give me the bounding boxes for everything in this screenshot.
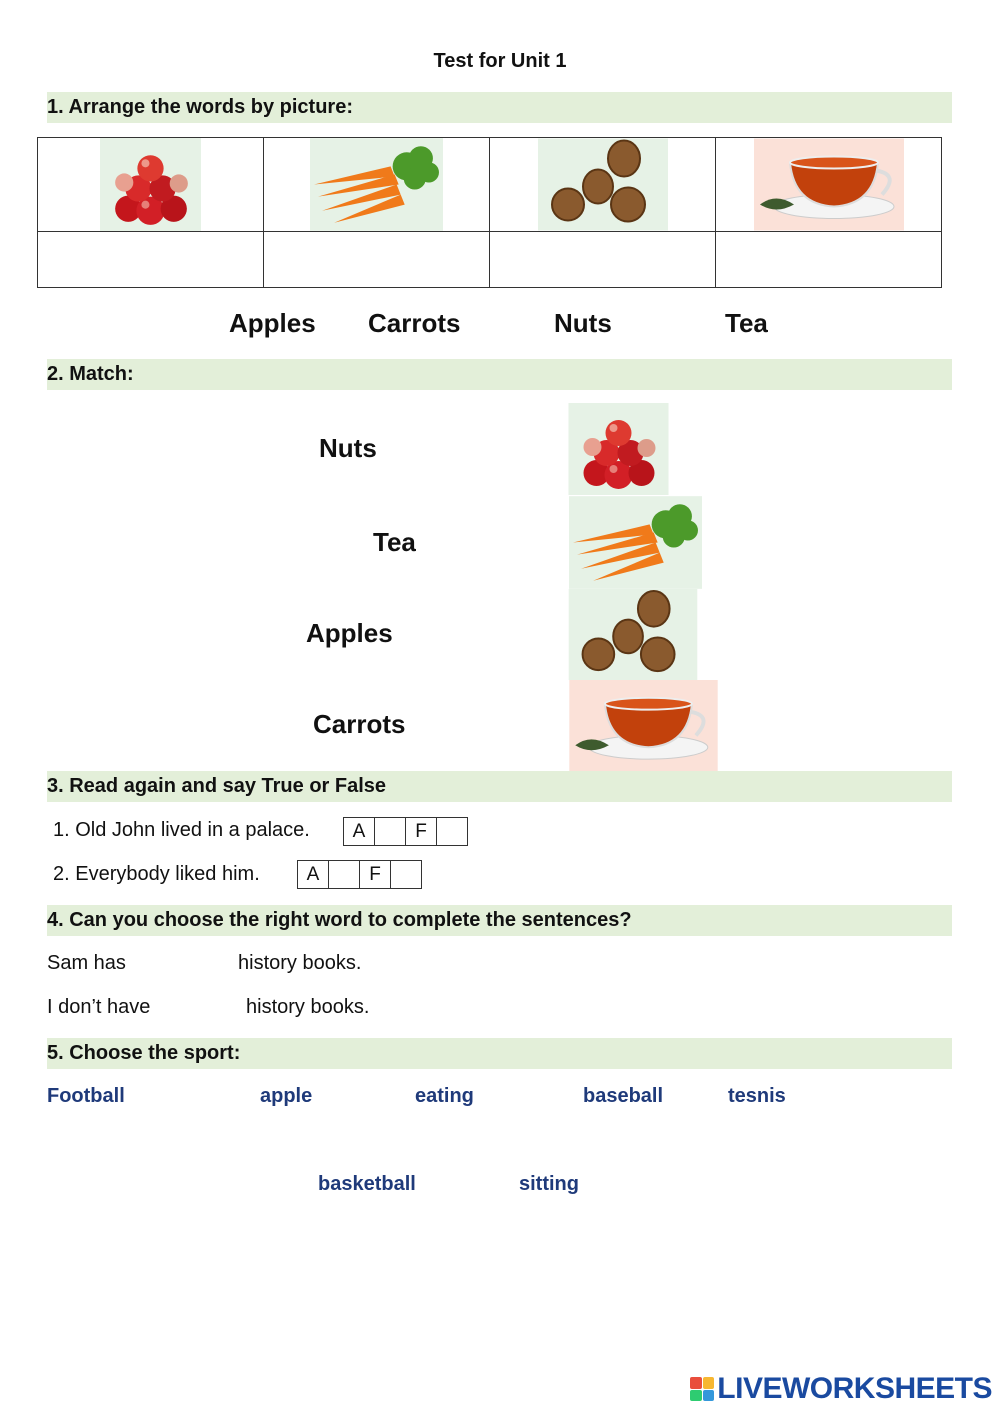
match-word[interactable]: Carrots bbox=[313, 709, 406, 739]
word-bank-item[interactable]: Nuts bbox=[554, 308, 612, 338]
carrots-picture bbox=[310, 138, 443, 231]
section-3-heading: 3. Read again and say True or False bbox=[47, 771, 952, 802]
picture-cell bbox=[490, 138, 716, 232]
sport-option[interactable]: apple bbox=[260, 1085, 313, 1107]
match-nuts-picture[interactable] bbox=[568, 589, 698, 680]
sentence-blank-input[interactable] bbox=[135, 950, 230, 976]
section-4-heading: 4. Can you choose the right word to complete the sentences? bbox=[47, 905, 952, 936]
apples-picture bbox=[100, 138, 201, 231]
match-apples-picture[interactable] bbox=[568, 403, 669, 495]
section-1-heading: 1. Arrange the words by picture: bbox=[47, 92, 952, 123]
page-title: Test for Unit 1 bbox=[433, 50, 567, 72]
word-bank-item[interactable]: Apples bbox=[229, 308, 316, 338]
section-5-heading: 5. Choose the sport: bbox=[47, 1038, 952, 1069]
answer-drop-cell[interactable] bbox=[490, 232, 716, 288]
answer-drop-cell[interactable] bbox=[716, 232, 942, 288]
option-f-label: F bbox=[406, 818, 437, 845]
option-f-label: F bbox=[360, 861, 391, 888]
nuts-picture bbox=[538, 138, 668, 231]
option-a-input[interactable] bbox=[329, 861, 360, 888]
sentence-start: I don’t have bbox=[47, 996, 151, 1018]
option-a-label: A bbox=[344, 818, 375, 845]
option-f-input[interactable] bbox=[437, 818, 467, 845]
sentence-blank-input[interactable] bbox=[168, 994, 240, 1020]
sport-option[interactable]: eating bbox=[415, 1085, 474, 1107]
match-word[interactable]: Tea bbox=[373, 527, 416, 557]
sport-option[interactable]: basketball bbox=[318, 1173, 416, 1195]
sentence-end: history books. bbox=[238, 952, 362, 974]
picture-cell bbox=[716, 138, 942, 232]
option-a-input[interactable] bbox=[375, 818, 406, 845]
sentence-start: Sam has bbox=[47, 952, 126, 974]
match-word[interactable]: Nuts bbox=[319, 433, 377, 463]
logo-text: LIVEWORKSHEETS bbox=[717, 1372, 992, 1405]
match-word[interactable]: Apples bbox=[306, 618, 393, 648]
picture-cell bbox=[38, 138, 264, 232]
liveworksheets-logo[interactable] bbox=[690, 1372, 992, 1406]
picture-table bbox=[37, 137, 942, 288]
answer-drop-cell[interactable] bbox=[264, 232, 490, 288]
sport-option[interactable]: baseball bbox=[583, 1085, 664, 1107]
section-2-heading: 2. Match: bbox=[47, 359, 952, 390]
true-false-box bbox=[343, 817, 468, 846]
logo-mark-icon bbox=[690, 1377, 714, 1401]
tea-picture bbox=[754, 138, 904, 231]
option-a-label: A bbox=[298, 861, 329, 888]
match-tea-picture[interactable] bbox=[568, 680, 719, 771]
word-bank-item[interactable]: Carrots bbox=[368, 308, 461, 338]
true-false-box bbox=[297, 860, 422, 889]
statement-text: 2. Everybody liked him. bbox=[53, 863, 260, 885]
sport-option[interactable]: tesnis bbox=[728, 1085, 786, 1107]
sentence-end: history books. bbox=[246, 996, 370, 1018]
word-bank-item[interactable]: Tea bbox=[725, 308, 768, 338]
sport-option[interactable]: Football bbox=[47, 1085, 125, 1107]
picture-cell bbox=[264, 138, 490, 232]
statement-text: 1. Old John lived in a palace. bbox=[53, 819, 310, 841]
match-carrots-picture[interactable] bbox=[569, 496, 702, 589]
answer-drop-cell[interactable] bbox=[38, 232, 264, 288]
option-f-input[interactable] bbox=[391, 861, 421, 888]
sport-option[interactable]: sitting bbox=[519, 1173, 579, 1195]
